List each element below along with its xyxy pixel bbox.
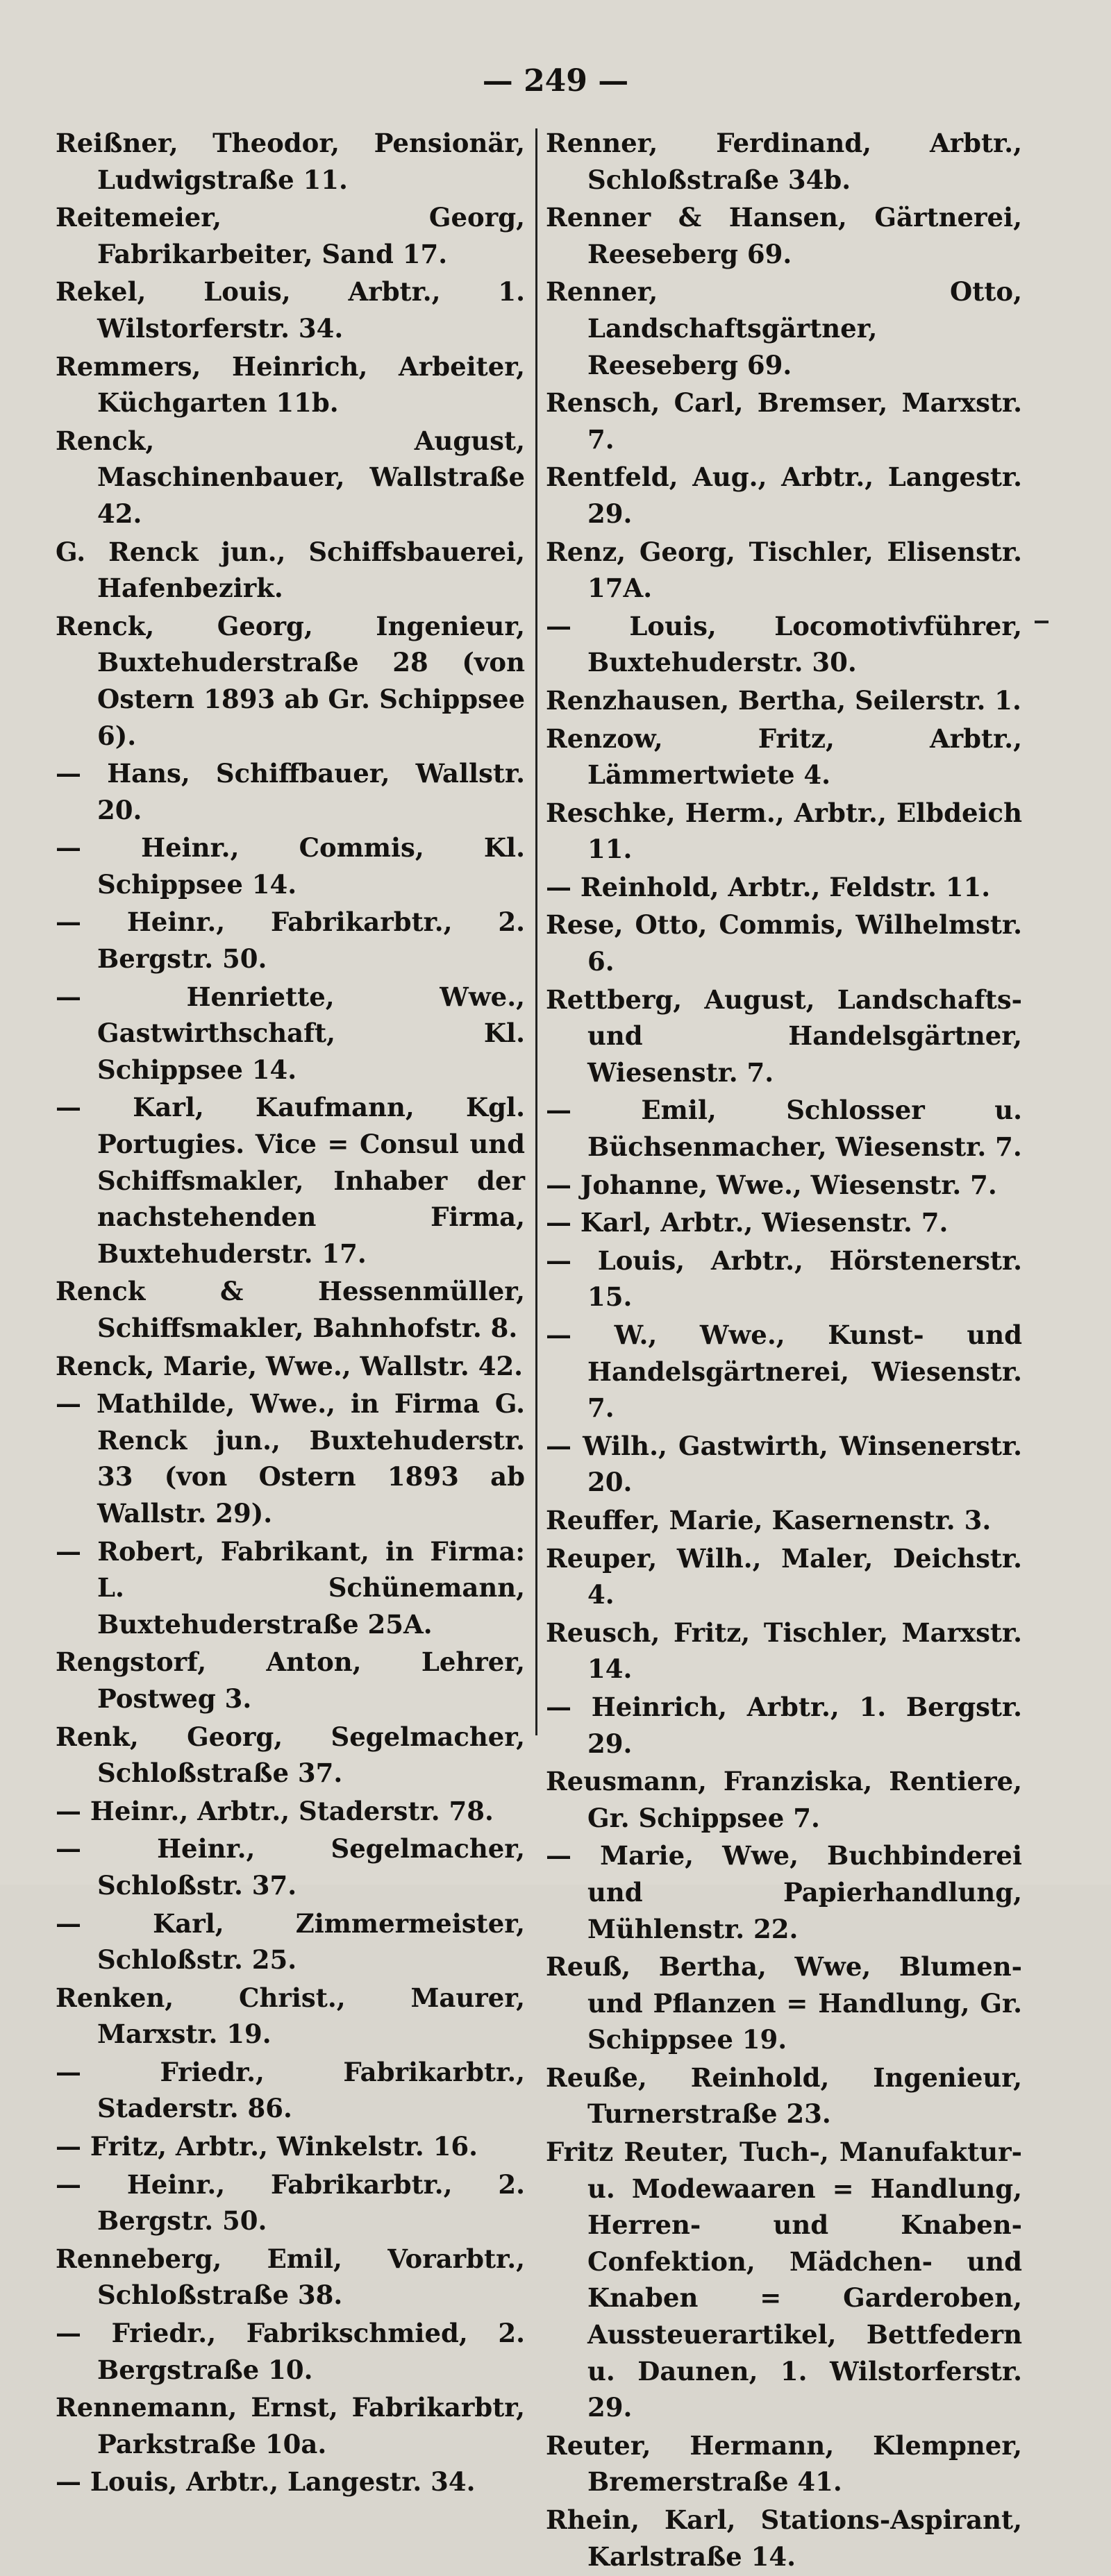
directory-entry: — Karl, Arbtr., Wiesenstr. 7. bbox=[546, 1207, 949, 1238]
directory-entry: Renz, Georg, Tischler, Elisenstr. 17A. bbox=[546, 536, 1022, 604]
directory-entry: Reuffer, Marie, Kasernenstr. 3. bbox=[546, 1504, 992, 1535]
directory-entry: — Karl, Kaufmann, Kgl. Portugies. Vice = Consul und Schiffsmakler, Inhaber der nachstehenden Firma, Buxtehuderstr. 17. bbox=[56, 1092, 525, 1269]
directory-entry: — Robert, Fabrikant, in Firma: L. Schünemann, Buxtehuderstraße 25A. bbox=[56, 1535, 525, 1640]
directory-entry: Renzow, Fritz, Arbtr., Lämmertwiete 4. bbox=[546, 723, 1022, 791]
right-column bbox=[546, 125, 1022, 2576]
directory-entry: Renken, Christ., Maurer, Marxstr. 19. bbox=[56, 1982, 525, 2050]
directory-entry: Rese, Otto, Commis, Wilhelmstr. 6. bbox=[546, 909, 1022, 977]
directory-entry: — Louis, Arbtr., Hörstenerstr. 15. bbox=[546, 1245, 1022, 1313]
directory-entry: — Heinr., Arbtr., Staderstr. 78. bbox=[56, 1795, 494, 1826]
directory-entry: Renck & Hessenmüller, Schiffsmakler, Bahnhofstr. 8. bbox=[56, 1276, 525, 1343]
directory-entry: Renk, Georg, Segelmacher, Schloßstraße 37. bbox=[56, 1721, 525, 1789]
directory-entry: Fritz Reuter, Tuch-, Manufaktur- u. Modewaaren = Handlung, Herren- und Knaben-Confektion, Mädchen- und Knaben = Garderoben, Aussteuerartikel, Bettfedern u. Daunen, 1. Wilstorferstr. 29. bbox=[546, 2137, 1022, 2423]
directory-entry: — Emil, Schlosser u. Büchsenmacher, Wiesenstr. 7. bbox=[546, 1095, 1022, 1163]
directory-entry: — Reinhold, Arbtr., Feldstr. 11. bbox=[546, 871, 991, 902]
directory-entry: — Heinr., Segelmacher, Schloßstr. 37. bbox=[56, 1833, 525, 1901]
directory-entry: — Marie, Wwe, Buchbinderei und Papierhandlung, Mühlenstr. 22. bbox=[546, 1840, 1022, 1944]
directory-entry: G. Renck jun., Schiffsbauerei, Hafenbezirk. bbox=[56, 536, 525, 604]
directory-entry: — Louis, Arbtr., Langestr. 34. bbox=[56, 2466, 476, 2498]
directory-entry: — Heinr., Commis, Kl. Schippsee 14. bbox=[56, 832, 525, 900]
directory-entry: — Wilh., Gastwirth, Winsenerstr. 20. bbox=[546, 1430, 1022, 1498]
directory-entry: Reusch, Fritz, Tischler, Marxstr. 14. bbox=[546, 1617, 1022, 1685]
directory-entry: Reuper, Wilh., Maler, Deichstr. 4. bbox=[546, 1542, 1022, 1610]
directory-entry: Reschke, Herm., Arbtr., Elbdeich 11. bbox=[546, 797, 1022, 865]
directory-entry: Rhein, Karl, Stations-Aspirant, Karlstraße 14. bbox=[546, 2505, 1022, 2572]
directory-entry: Reusmann, Franziska, Rentiere, Gr. Schippsee 7. bbox=[546, 1766, 1022, 1833]
directory-entry: Renner, Ferdinand, Arbtr., Schloßstraße 34b. bbox=[546, 128, 1022, 195]
directory-entry: Reißner, Theodor, Pensionär, Ludwigstraße 11. bbox=[56, 128, 525, 195]
directory-entry: — Fritz, Arbtr., Winkelstr. 16. bbox=[56, 2131, 478, 2162]
directory-entry: Rennemann, Ernst, Fabrikarbtr, Parkstraße 10a. bbox=[56, 2392, 525, 2459]
directory-entry: Renner, Otto, Landschaftsgärtner, Reeseberg 69. bbox=[546, 276, 1022, 380]
directory-entry: — W., Wwe., Kunst- und Handelsgärtnerei, Wiesenstr. 7. bbox=[546, 1320, 1022, 1424]
directory-entry: Renck, Georg, Ingenieur, Buxtehuderstraße 28 (von Ostern 1893 ab Gr. Schippsee 6). bbox=[56, 610, 525, 751]
directory-entry: Renner & Hansen, Gärtnerei, Reeseberg 69. bbox=[546, 202, 1022, 269]
directory-entry: Rekel, Louis, Arbtr., 1. Wilstorferstr. 34. bbox=[56, 276, 525, 344]
directory-entry: — Heinr., Fabrikarbtr., 2. Bergstr. 50. bbox=[56, 2169, 525, 2237]
directory-entry: — Karl, Zimmermeister, Schloßstr. 25. bbox=[56, 1908, 525, 1976]
directory-entry: Reuß, Bertha, Wwe, Blumen- und Pflanzen = Handlung, Gr. Schippsee 19. bbox=[546, 1951, 1022, 2055]
column-divider bbox=[535, 128, 537, 1735]
directory-entry: Renck, August, Maschinenbauer, Wallstraße 42. bbox=[56, 425, 525, 529]
directory-entry: Renzhausen, Bertha, Seilerstr. 1. bbox=[546, 684, 1021, 716]
directory-entry: — Friedr., Fabrikschmied, 2. Bergstraße 10. bbox=[56, 2318, 525, 2385]
margin-dash-mark bbox=[1035, 621, 1049, 623]
page-number: — 249 — bbox=[482, 63, 629, 99]
directory-entry: Reuter, Hermann, Klempner, Bremerstraße 41. bbox=[546, 2430, 1022, 2498]
directory-entry: — Mathilde, Wwe., in Firma G. Renck jun., Buxtehuderstr. 33 (von Ostern 1893 ab Wallstr. 29). bbox=[56, 1388, 525, 1529]
directory-entry: Remmers, Heinrich, Arbeiter, Küchgarten 11b. bbox=[56, 351, 525, 419]
directory-entry: — Friedr., Fabrikarbtr., Staderstr. 86. bbox=[56, 2056, 525, 2124]
directory-entry: Rentfeld, Aug., Arbtr., Langestr. 29. bbox=[546, 462, 1022, 529]
directory-entry: Renneberg, Emil, Vorarbtr., Schloßstraße 38. bbox=[56, 2243, 525, 2311]
directory-entry: — Henriette, Wwe., Gastwirthschaft, Kl. Schippsee 14. bbox=[56, 981, 525, 1085]
directory-entry: — Johanne, Wwe., Wiesenstr. 7. bbox=[546, 1169, 997, 1200]
directory-entry: — Heinr., Fabrikarbtr., 2. Bergstr. 50. bbox=[56, 907, 525, 975]
directory-entry: Renck, Marie, Wwe., Wallstr. 42. bbox=[56, 1350, 524, 1381]
directory-entry: Rengstorf, Anton, Lehrer, Postweg 3. bbox=[56, 1647, 525, 1714]
directory-entry: Reuße, Reinhold, Ingenieur, Turnerstraße 23. bbox=[546, 2062, 1022, 2130]
directory-entry: Rettberg, August, Landschafts- und Handelsgärtner, Wiesenstr. 7. bbox=[546, 984, 1022, 1088]
directory-entry: Reitemeier, Georg, Fabrikarbeiter, Sand 17. bbox=[56, 202, 525, 269]
directory-entry: Rensch, Carl, Bremser, Marxstr. 7. bbox=[546, 387, 1022, 455]
directory-entry: — Louis, Locomotivführer, Buxtehuderstr. 30. bbox=[546, 610, 1022, 678]
directory-entry: — Heinrich, Arbtr., 1. Bergstr. 29. bbox=[546, 1691, 1022, 1759]
directory-entry: — Hans, Schiffbauer, Wallstr. 20. bbox=[56, 758, 525, 825]
left-column bbox=[56, 125, 525, 2502]
